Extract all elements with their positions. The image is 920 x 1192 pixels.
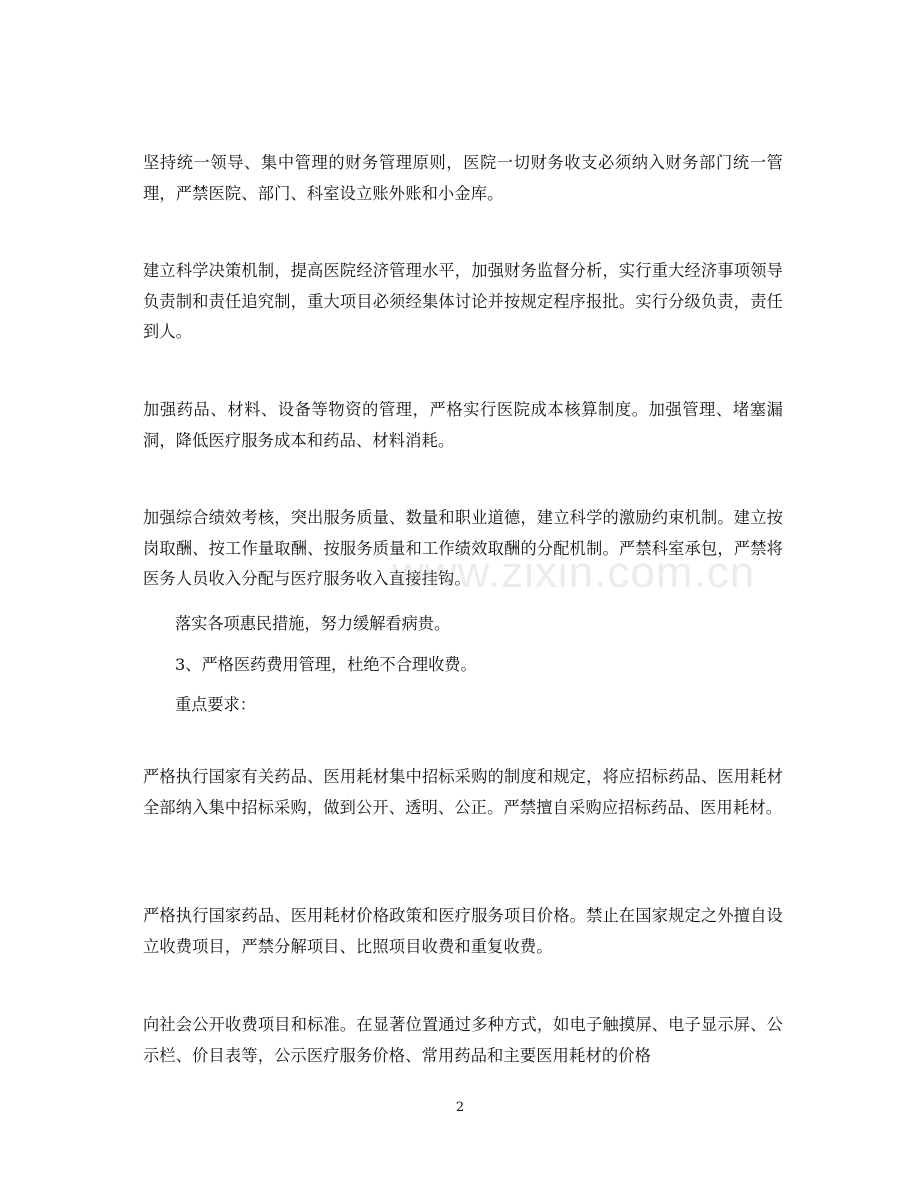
paragraph-finance-principle: 坚持统一领导、集中管理的财务管理原则，医院一切财务收支必须纳入财务部门统一管理，严禁医院、部门、科室设立账外账和小金库。: [143, 153, 783, 203]
paragraph-centralized-procurement: 严格执行国家有关药品、医用耗材集中招标采购的制度和规定，将应招标药品、医用耗材全部纳入集中招标采购，做到公开、透明、公正。严禁擅自采购应招标药品、医用耗材。: [143, 767, 783, 817]
watermark-text: www.zixin.com.cn: [392, 548, 756, 597]
section-heading-fee-management: 3、严格医药费用管理，杜绝不合理收费。: [175, 655, 477, 674]
key-requirements-label: 重点要求：: [175, 695, 256, 714]
page-number: 2: [455, 1100, 465, 1115]
paragraph-price-policy: 严格执行国家药品、医用耗材价格政策和医疗服务项目价格。禁止在国家规定之外擅自设立收费项目，严禁分解项目、比照项目收费和重复收费。: [143, 906, 783, 956]
paragraph-material-management: 加强药品、材料、设备等物资的管理，严格实行医院成本核算制度。加强管理、堵塞漏洞，降低医疗服务成本和药品、材料消耗。: [143, 400, 783, 450]
paragraph-decision-mechanism: 建立科学决策机制，提高医院经济管理水平，加强财务监督分析，实行重大经济事项领导负责制和责任追究制，重大项目必须经集体讨论并按规定程序报批。实行分级负责，责任到人。: [143, 261, 783, 341]
paragraph-public-disclosure: 向社会公开收费项目和标准。在显著位置通过多种方式，如电子触摸屏、电子显示屏、公示栏、价目表等，公示医疗服务价格、常用药品和主要医用耗材的价格: [143, 1015, 783, 1065]
paragraph-performance-assessment: 加强综合绩效考核，突出服务质量、数量和职业道德，建立科学的激励约束机制。建立按岗取酬、按工作量取酬、按服务质量和工作绩效取酬的分配机制。严禁科室承包，严禁将医务人员收入分配与医疗服务收入直接挂钩。: [143, 508, 783, 588]
indented-line-benefit-measures: 落实各项惠民措施，努力缓解看病贵。: [175, 614, 451, 633]
